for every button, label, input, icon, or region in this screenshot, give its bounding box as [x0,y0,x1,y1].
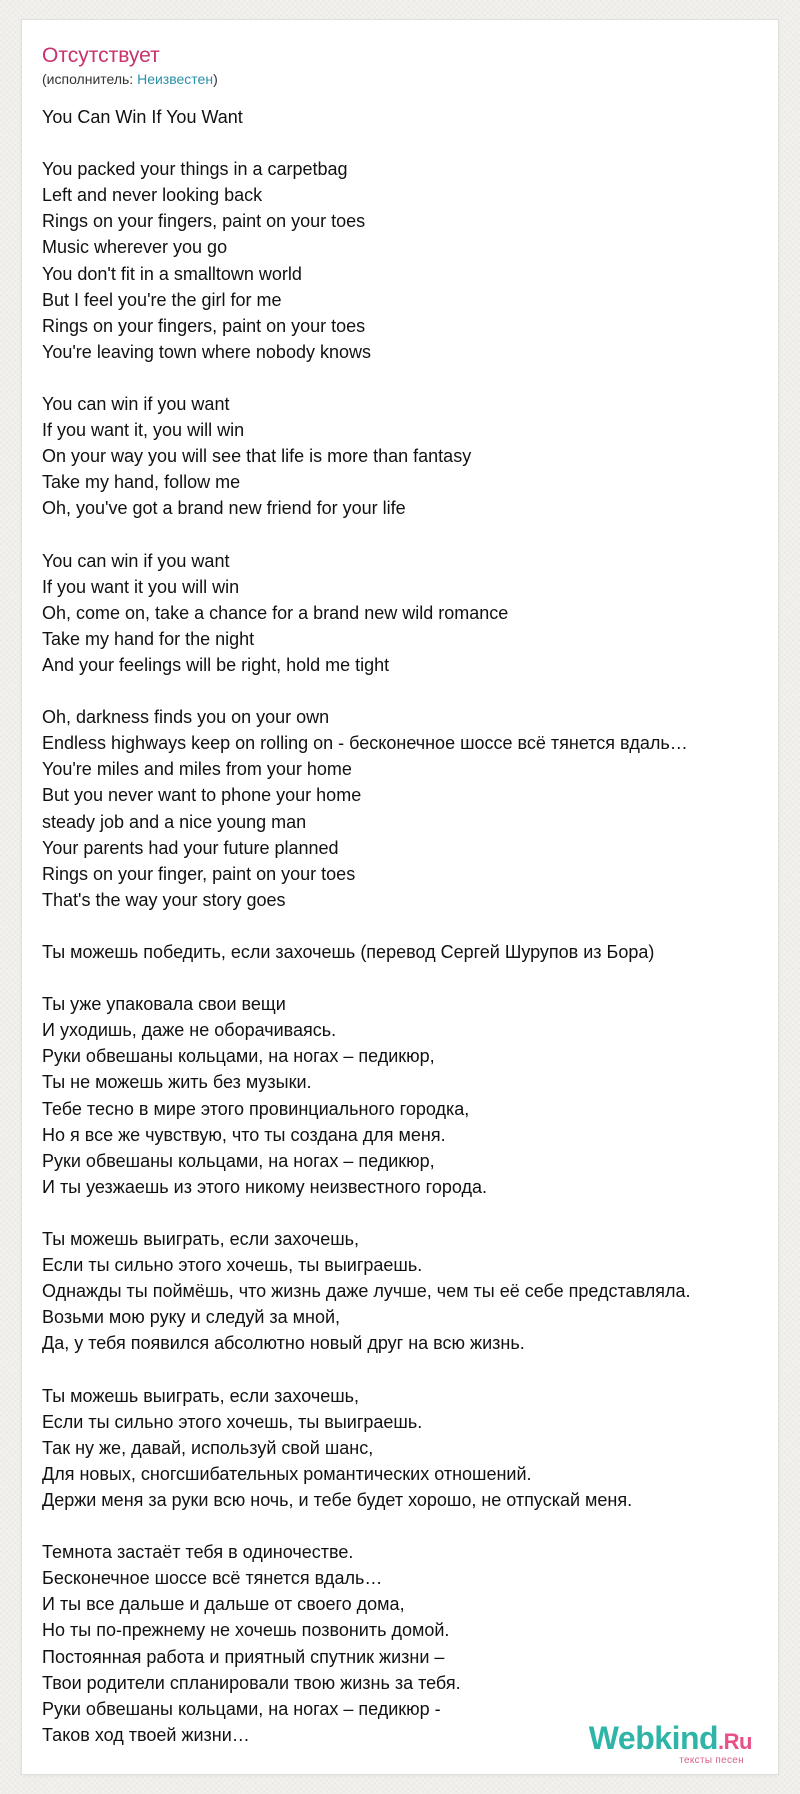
logo-name: Webkind [588,1720,719,1756]
logo-wordmark [589,1721,752,1759]
lyrics-card [22,20,778,1774]
artist-link[interactable]: Неизвестен [137,71,214,87]
site-logo[interactable] [589,1721,752,1766]
logo-tld: .Ru [718,1729,752,1754]
logo-tagline: тексты песен [679,1755,744,1766]
lyrics-text: You Can Win If You Want You packed your things in a carpetbag Left and never looking back Rings on your fingers, paint on your toes Music wherever you go You don't fit in a smalltown world But I feel you're the girl for me Rings on your fingers, paint on your toes You're leaving town where nobody knows You can win if you want If you want it, you will win On your way you will see that life is more than fantasy Take my hand, follow me Oh, you've got a brand new friend for your life You can win if you want If you want it you will win Oh, come on, take a chance for a brand new wild romance Take my hand for the night And your feelings will be right, hold me tight Oh, darkness finds you on your own Endless highways keep on rolling on - бесконечное шоссе всё тянется вдаль… You're miles and miles from your home But you never want to phone your home steady job and a nice young man Your parents had your future planned Rings on your finger, paint on your toes That's the way your story goes Ты можешь победить, если захочешь (перевод Сергей Шурупов из Бора) Ты уже упаковала свои вещи И уходишь, даже не оборачиваясь. Руки обвешаны кольцами, на ногах – педикюр, Ты не можешь жить без музыки. Тебе тесно в мире этого провинциального городка, Но я все же чувствую, что ты создана для меня. Руки обвешаны кольцами, на ногах – педикюр, И ты уезжаешь из этого никому неизвестного города. Ты можешь выиграть, если захочешь, Если ты сильно этого хочешь, ты выиграешь. Однажды ты поймёшь, что жизнь даже лучше, чем ты её себе представляла. Возьми мою руку и следуй за мной, Да, у тебя появился абсолютно новый друг на всю жизнь. Ты можешь выиграть, если захочешь, Если ты сильно этого хочешь, ты выиграешь. Так ну же, давай, используй свой шанс, Для новых, сногсшибательных романтических отношений. Держи меня за руки всю ночь, и тебе будет хорошо, не отпускай меня. Темнота застаёт тебя в одиночестве. Бесконечное шоссе всё тянется вдаль… И ты все дальше и дальше от своего дома, Но ты по-прежнему не хочешь позвонить домой. Постоянная работа и приятный спутник жизни – Твои родители спланировали твою жизнь за тебя. Руки обвешаны кольцами, на ногах – педикюр - Таков ход твоей жизни… [42,107,691,1745]
artist-suffix: ) [213,71,218,87]
song-header [42,42,218,88]
artist-prefix: (исполнитель: [42,71,138,87]
artist-line [42,70,218,88]
song-title: Отсутствует [42,44,160,67]
